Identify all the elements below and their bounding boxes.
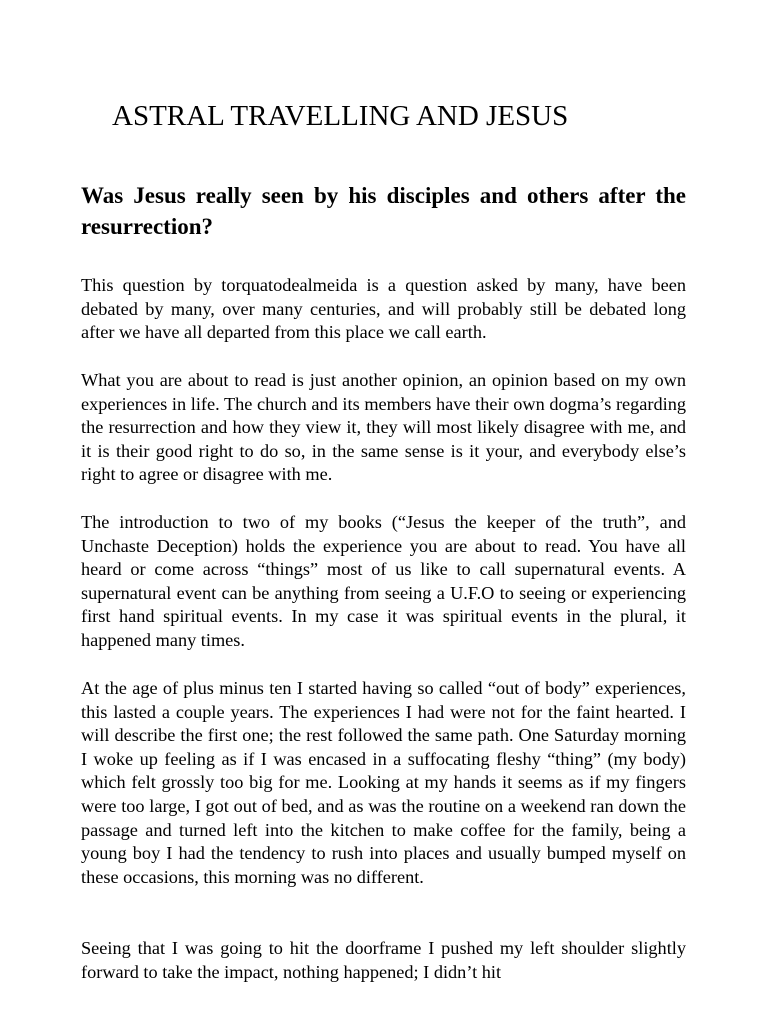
paragraph-5: Seeing that I was going to hit the doorframe I pushed my left shoulder slightly forward to take the impact, nothing happened; I didn’t hit [81, 938, 686, 982]
paragraph-1: This question by torquatodealmeida is a question asked by many, have been debated by many, over many centuries, and will probably still be debated long after we have all departed from this place we call earth. [81, 275, 686, 343]
document-title: ASTRAL TRAVELLING AND JESUS [112, 100, 569, 132]
paragraph-3: The introduction to two of my books (“Jesus the keeper of the truth”, and Unchaste Deception) holds the experience you are about to read. You have all heard or come across “things” most of us like to call supernatural events. A supernatural event can be anything from seeing a U.F.O to seeing or experiencing first hand spiritual events. In my case it was spiritual events in the plural, it happened many times. [81, 512, 686, 650]
document-subtitle: Was Jesus really seen by his disciples and others after the resurrection? [81, 183, 686, 239]
paragraph-4: At the age of plus minus ten I started having so called “out of body” experiences, this lasted a couple years. The experiences I had were not for the faint hearted. I will describe the first one; the rest followed the same path. One Saturday morning I woke up feeling as if I was encased in a suffocating fleshy “thing” (my body) which felt grossly too big for me. Looking at my hands it seems as if my fingers were too large, I got out of bed, and as was the routine on a weekend ran down the passage and turned left into the kitchen to make coffee for the family, being a young boy I had the tendency to rush into places and usually bumped myself on these occasions, this morning was no different. [81, 678, 686, 887]
paragraph-2: What you are about to read is just another opinion, an opinion based on my own experiences in life. The church and its members have their own dogma’s regarding the resurrection and how they view it, they will most likely disagree with me, and it is their good right to do so, in the same sense is it your, and everybody else’s right to agree or disagree with me. [81, 370, 686, 485]
